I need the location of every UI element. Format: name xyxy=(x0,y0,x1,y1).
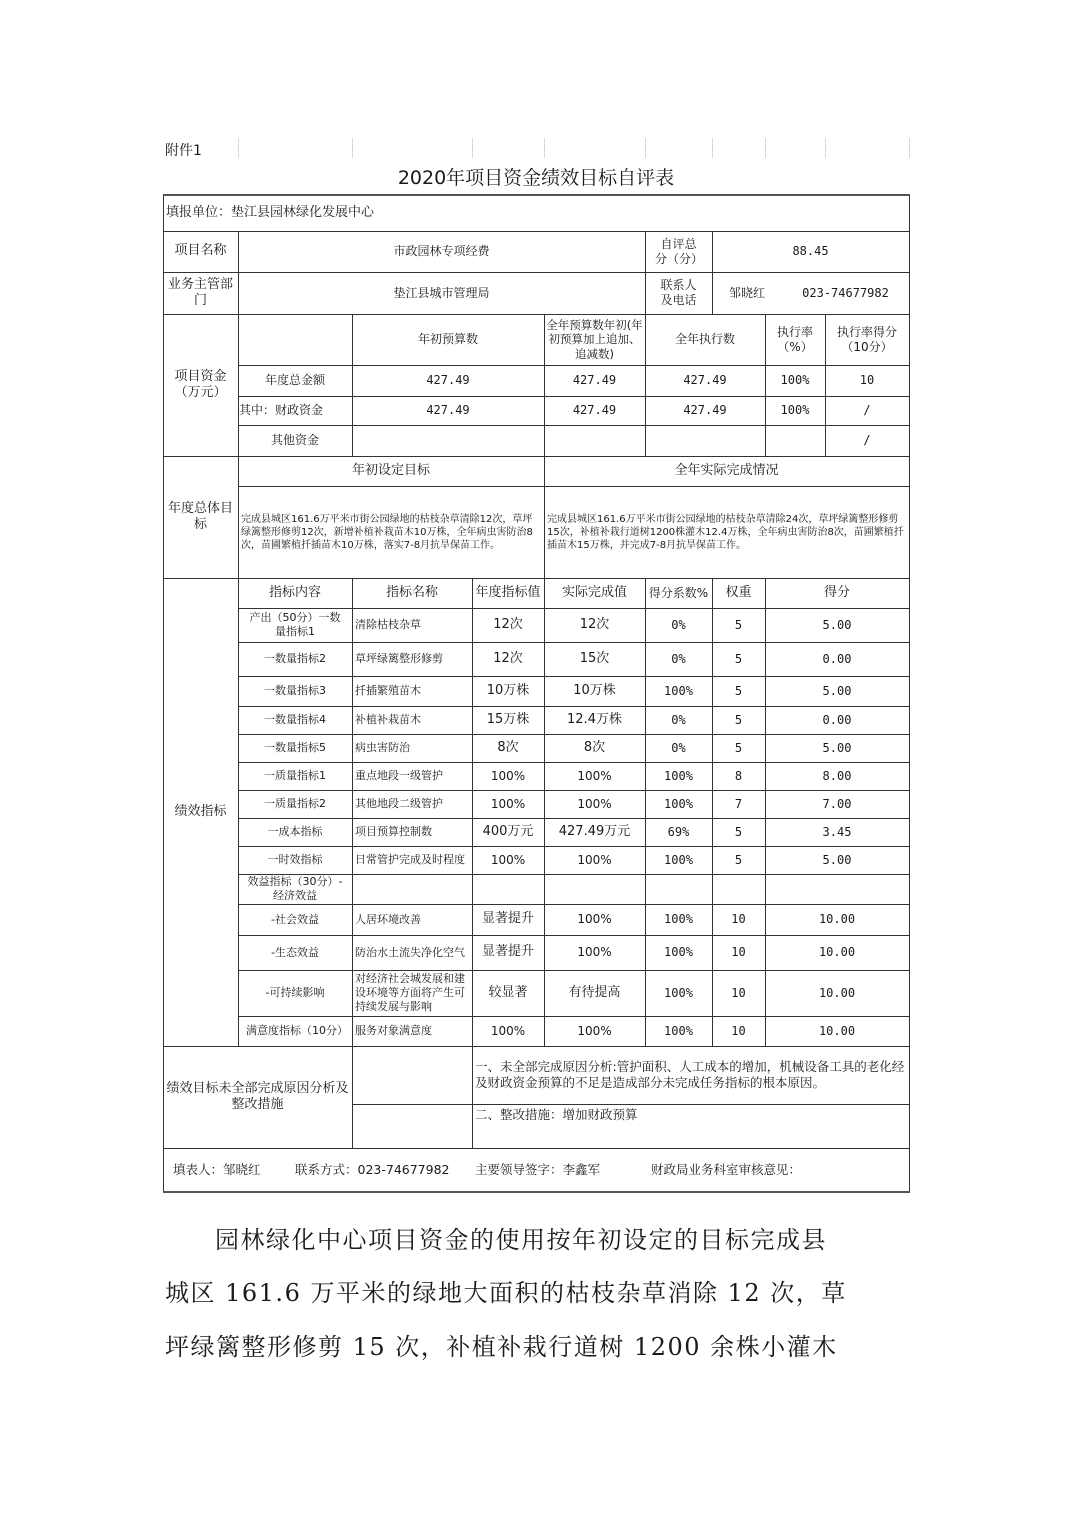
indicator-content-cell: 满意度指标（10分） xyxy=(246,1024,348,1038)
funds-cell: 427.49 xyxy=(683,373,727,387)
indicator-actual-cell: 12.4万株 xyxy=(567,711,622,727)
dept-label: 业务主管部门 xyxy=(167,276,233,308)
indicator-actual-cell: 100% xyxy=(577,796,612,811)
attachment-label: 附件1 xyxy=(165,143,202,159)
indicator-score-cell: 5.00 xyxy=(822,852,852,867)
funds-row-label: 其中：财政资金 xyxy=(239,403,324,417)
ind-header-weight: 权重 xyxy=(725,584,752,600)
footer-leader: 主要领导签字：李鑫军 xyxy=(475,1162,601,1178)
footer-review: 财政局业务科室审核意见： xyxy=(651,1162,802,1178)
actual-result-text: 完成县城区161.6万平米市街公园绿地的枯枝杂草清除24次，草坪绿篱整形修剪15次，补植补栽行道树1200株灌木12.4万株，全年病虫害防治8次，苗圃繁植扦插苗木15万株，并完成7-8月抗旱保苗工作。 xyxy=(547,513,904,551)
indicator-coef-cell: 100% xyxy=(664,985,693,1000)
funds-cell xyxy=(352,425,544,456)
indicator-content-cell: 效益指标（30分）-经济效益 xyxy=(247,875,343,902)
indicator-coef-cell: 100% xyxy=(664,1023,693,1038)
footer-contact: 联系方式：023-74677982 xyxy=(295,1162,450,1178)
indicator-coef-cell: 100% xyxy=(664,945,693,959)
funds-cell: 427.49 xyxy=(426,373,470,387)
funds-cell xyxy=(544,425,645,456)
initial-goal-header: 年初设定目标 xyxy=(351,462,430,478)
indicator-actual-cell xyxy=(544,874,645,904)
indicator-weight-cell: 5 xyxy=(734,824,743,839)
annual-goals-label: 年度总体目标 xyxy=(167,500,233,532)
indicator-coef-cell: 0% xyxy=(671,651,686,666)
indicator-coef-cell: 100% xyxy=(664,796,693,811)
indicator-actual-cell: 有待提高 xyxy=(568,984,621,1000)
indicator-weight-cell: 5 xyxy=(734,852,743,867)
indicator-target-cell: 10万株 xyxy=(486,682,530,698)
indicator-coef-cell xyxy=(645,874,712,904)
funds-header-exec-rate: 执行率（%） xyxy=(776,324,813,354)
indicator-target-cell: 12次 xyxy=(493,616,523,632)
indicator-target-cell: 8次 xyxy=(497,739,519,755)
indicator-content-cell: 一成本指标 xyxy=(267,825,323,839)
indicator-weight-cell xyxy=(712,874,765,904)
indicator-actual-cell: 100% xyxy=(577,912,612,926)
indicator-score-cell: 5.00 xyxy=(822,683,852,698)
project-name-label: 项目名称 xyxy=(174,243,227,259)
indicator-actual-cell: 427.49万元 xyxy=(558,823,631,839)
indicator-score-cell: 10.00 xyxy=(818,945,856,959)
indicator-name-cell: 其他地段二级管护 xyxy=(355,797,443,811)
indicator-target-cell: 较显著 xyxy=(488,984,528,1000)
funds-header-annual-budget: 全年预算数年初(年初预算加上追加、追减数) xyxy=(546,317,643,361)
indicator-name-cell: 对经济社会城发展和建设环境等方面将产生可持续发展与影响 xyxy=(355,972,465,1013)
funds-cell: 100% xyxy=(780,373,810,387)
indicator-target-cell: 100% xyxy=(490,1023,526,1038)
indicator-name-cell: 补植补栽苗木 xyxy=(355,713,421,727)
indicator-coef-cell: 100% xyxy=(664,683,693,698)
funds-cell xyxy=(645,425,765,456)
indicator-target-cell: 显著提升 xyxy=(481,911,534,927)
dept-value: 垫江县城市管理局 xyxy=(393,285,490,300)
indicator-weight-cell: 10 xyxy=(731,945,746,959)
analysis-reason: 一、未全部完成原因分析:管护面积、人工成本的增加，机械设备工具的老化经及财政资金预算的不足是造成部分未完成任务指标的根本原因。 xyxy=(475,1059,905,1090)
indicator-score-cell: 8.00 xyxy=(822,768,852,783)
footer-filler: 填表人：邹晓红 xyxy=(173,1162,261,1178)
ind-header-name: 指标名称 xyxy=(385,584,438,600)
indicator-actual-cell: 100% xyxy=(577,1023,612,1038)
indicator-content-cell: 产出（50分）一数量指标1 xyxy=(249,611,341,638)
indicator-score-cell: 10.00 xyxy=(818,912,856,926)
indicator-weight-cell: 5 xyxy=(734,683,743,698)
contact-label: 联系人及电话 xyxy=(660,278,697,307)
ind-header-target: 年度指标值 xyxy=(475,584,541,600)
indicator-actual-cell: 12次 xyxy=(579,616,610,632)
contact-name: 邹晓红 xyxy=(728,285,765,300)
indicator-actual-cell: 8次 xyxy=(583,739,606,755)
indicator-coef-cell: 69% xyxy=(667,824,690,839)
indicator-coef-cell: 100% xyxy=(664,768,693,783)
score-value: 88.45 xyxy=(792,244,829,258)
ind-header-score: 得分 xyxy=(823,584,850,600)
funds-header-initial-budget: 年初预算数 xyxy=(417,332,478,346)
indicator-score-cell xyxy=(765,874,909,904)
indicator-content-cell: 一数量指标2 xyxy=(264,652,326,666)
indicator-content-cell: 一质量指标2 xyxy=(264,797,326,811)
project-name-value: 市政园林专项经费 xyxy=(393,244,490,258)
indicator-target-cell: 显著提升 xyxy=(481,944,534,960)
indicator-weight-cell: 5 xyxy=(734,712,743,727)
funds-header-executed: 全年执行数 xyxy=(674,332,735,346)
indicator-name-cell: 清除枯枝杂草 xyxy=(355,618,421,632)
indicator-target-cell: 100% xyxy=(490,796,526,811)
indicator-name-cell: 扦插繁殖苗木 xyxy=(355,684,421,698)
body-paragraph-line: 城区 161.6 万平米的绿地大面积的枯枝杂草消除 12 次，草 xyxy=(165,1279,847,1307)
indicator-content-cell: 一数量指标4 xyxy=(264,713,326,727)
indicator-name-cell: 服务对象满意度 xyxy=(355,1024,432,1038)
funds-cell: 427.49 xyxy=(572,403,617,417)
funds-header-exec-score: 执行率得分（10分） xyxy=(836,324,897,354)
ind-header-content: 指标内容 xyxy=(268,584,321,600)
body-paragraph-line: 坪绿篱整形修剪 15 次，补植补栽行道树 1200 余株小灌木 xyxy=(165,1333,838,1361)
reporting-unit: 填报单位：垫江县园林绿化发展中心 xyxy=(166,204,375,220)
indicator-name-cell: 防治水土流失净化空气 xyxy=(355,945,465,959)
indicator-score-cell: 7.00 xyxy=(822,796,852,811)
document-title: 2020年项目资金绩效目标自评表 xyxy=(397,167,675,189)
indicator-name-cell xyxy=(352,874,472,904)
indicator-weight-cell: 10 xyxy=(731,985,746,1000)
ind-header-actual: 实际完成值 xyxy=(561,584,627,600)
indicator-content-cell: -社会效益 xyxy=(271,912,319,926)
ind-header-coef: 得分系数% xyxy=(648,585,709,600)
indicator-name-cell: 病虫害防治 xyxy=(355,741,410,755)
indicator-score-cell: 10.00 xyxy=(818,985,856,1000)
indicator-name-cell: 人居环境改善 xyxy=(355,912,421,926)
funds-cell xyxy=(765,425,825,456)
funds-cell: / xyxy=(863,403,871,417)
funds-cell: 427.49 xyxy=(426,403,470,417)
indicator-coef-cell: 100% xyxy=(664,852,693,867)
indicator-actual-cell: 100% xyxy=(577,852,612,867)
indicator-target-cell: 15万株 xyxy=(486,711,530,727)
indicator-score-cell: 5.00 xyxy=(822,740,852,755)
table-border-right xyxy=(909,195,910,1192)
indicator-name-cell: 重点地段一级管护 xyxy=(355,769,443,783)
funds-cell: 100% xyxy=(780,403,810,417)
indicator-coef-cell: 0% xyxy=(671,617,686,632)
indicator-target-cell xyxy=(472,874,544,904)
indicators-section-label: 绩效指标 xyxy=(174,803,227,819)
funds-cell: 427.49 xyxy=(683,403,727,417)
indicator-coef-cell: 100% xyxy=(664,912,693,926)
indicator-actual-cell: 15次 xyxy=(579,650,610,666)
actual-result-header: 全年实际完成情况 xyxy=(674,462,779,478)
contact-phone: 023-74677982 xyxy=(802,285,889,300)
indicator-weight-cell: 5 xyxy=(734,740,743,755)
funds-cell: / xyxy=(863,433,871,447)
indicator-score-cell: 3.45 xyxy=(822,824,852,839)
indicator-actual-cell: 100% xyxy=(577,768,612,783)
analysis-label: 绩效目标未全部完成原因分析及整改措施 xyxy=(166,1080,349,1112)
score-label: 自评总分（分） xyxy=(655,236,704,266)
indicator-weight-cell: 10 xyxy=(731,912,746,926)
funds-cell: 427.49 xyxy=(572,373,617,387)
indicator-content-cell: 一数量指标3 xyxy=(264,684,326,698)
indicator-score-cell: 0.00 xyxy=(822,712,852,727)
analysis-measure: 二、整改措施：增加财政预算 xyxy=(475,1107,638,1122)
indicator-name-cell: 项目预算控制数 xyxy=(355,825,432,839)
indicator-actual-cell: 10万株 xyxy=(573,682,616,698)
indicator-weight-cell: 5 xyxy=(734,617,743,632)
indicator-content-cell: 一时效指标 xyxy=(267,853,323,867)
indicator-score-cell: 10.00 xyxy=(818,1023,856,1038)
indicator-target-cell: 100% xyxy=(490,768,526,783)
funds-section-label: 项目资金（万元） xyxy=(174,368,227,400)
indicator-content-cell: 一数量指标5 xyxy=(264,741,326,755)
funds-row-label: 其他资金 xyxy=(270,433,319,447)
indicator-target-cell: 12次 xyxy=(493,650,523,666)
funds-cell: 10 xyxy=(859,373,875,387)
indicator-name-cell: 日常管护完成及时程度 xyxy=(355,853,465,867)
indicator-score-cell: 0.00 xyxy=(822,651,852,666)
funds-row-label: 年度总金额 xyxy=(264,373,325,387)
body-paragraph-line: 园林绿化中心项目资金的使用按年初设定的目标完成县 xyxy=(215,1226,827,1254)
indicator-target-cell: 100% xyxy=(490,852,526,867)
indicator-weight-cell: 10 xyxy=(731,1023,746,1038)
indicator-coef-cell: 0% xyxy=(671,712,686,727)
indicator-weight-cell: 7 xyxy=(734,796,743,811)
indicator-weight-cell: 8 xyxy=(734,768,743,783)
indicator-name-cell: 草坪绿篱整形修剪 xyxy=(355,652,443,666)
indicator-target-cell: 400万元 xyxy=(482,823,534,839)
col-line xyxy=(352,1046,353,1148)
indicator-score-cell: 5.00 xyxy=(822,617,852,632)
indicator-content-cell: 一质量指标1 xyxy=(264,769,326,783)
indicator-coef-cell: 0% xyxy=(671,740,686,755)
indicator-content-cell: -生态效益 xyxy=(271,945,319,959)
indicator-content-cell: -可持续影响 xyxy=(265,986,325,1000)
indicator-actual-cell: 100% xyxy=(577,945,612,959)
initial-goal-text: 完成县城区161.6万平米市街公园绿地的枯枝杂草清除12次，草坪绿篱整形修剪12次，新增补植补栽苗木10万株，全年病虫害防治8次，苗圃繁植扦插苗木10万株，落实7-8月抗旱保苗工作。 xyxy=(241,513,533,551)
indicator-weight-cell: 5 xyxy=(734,651,743,666)
